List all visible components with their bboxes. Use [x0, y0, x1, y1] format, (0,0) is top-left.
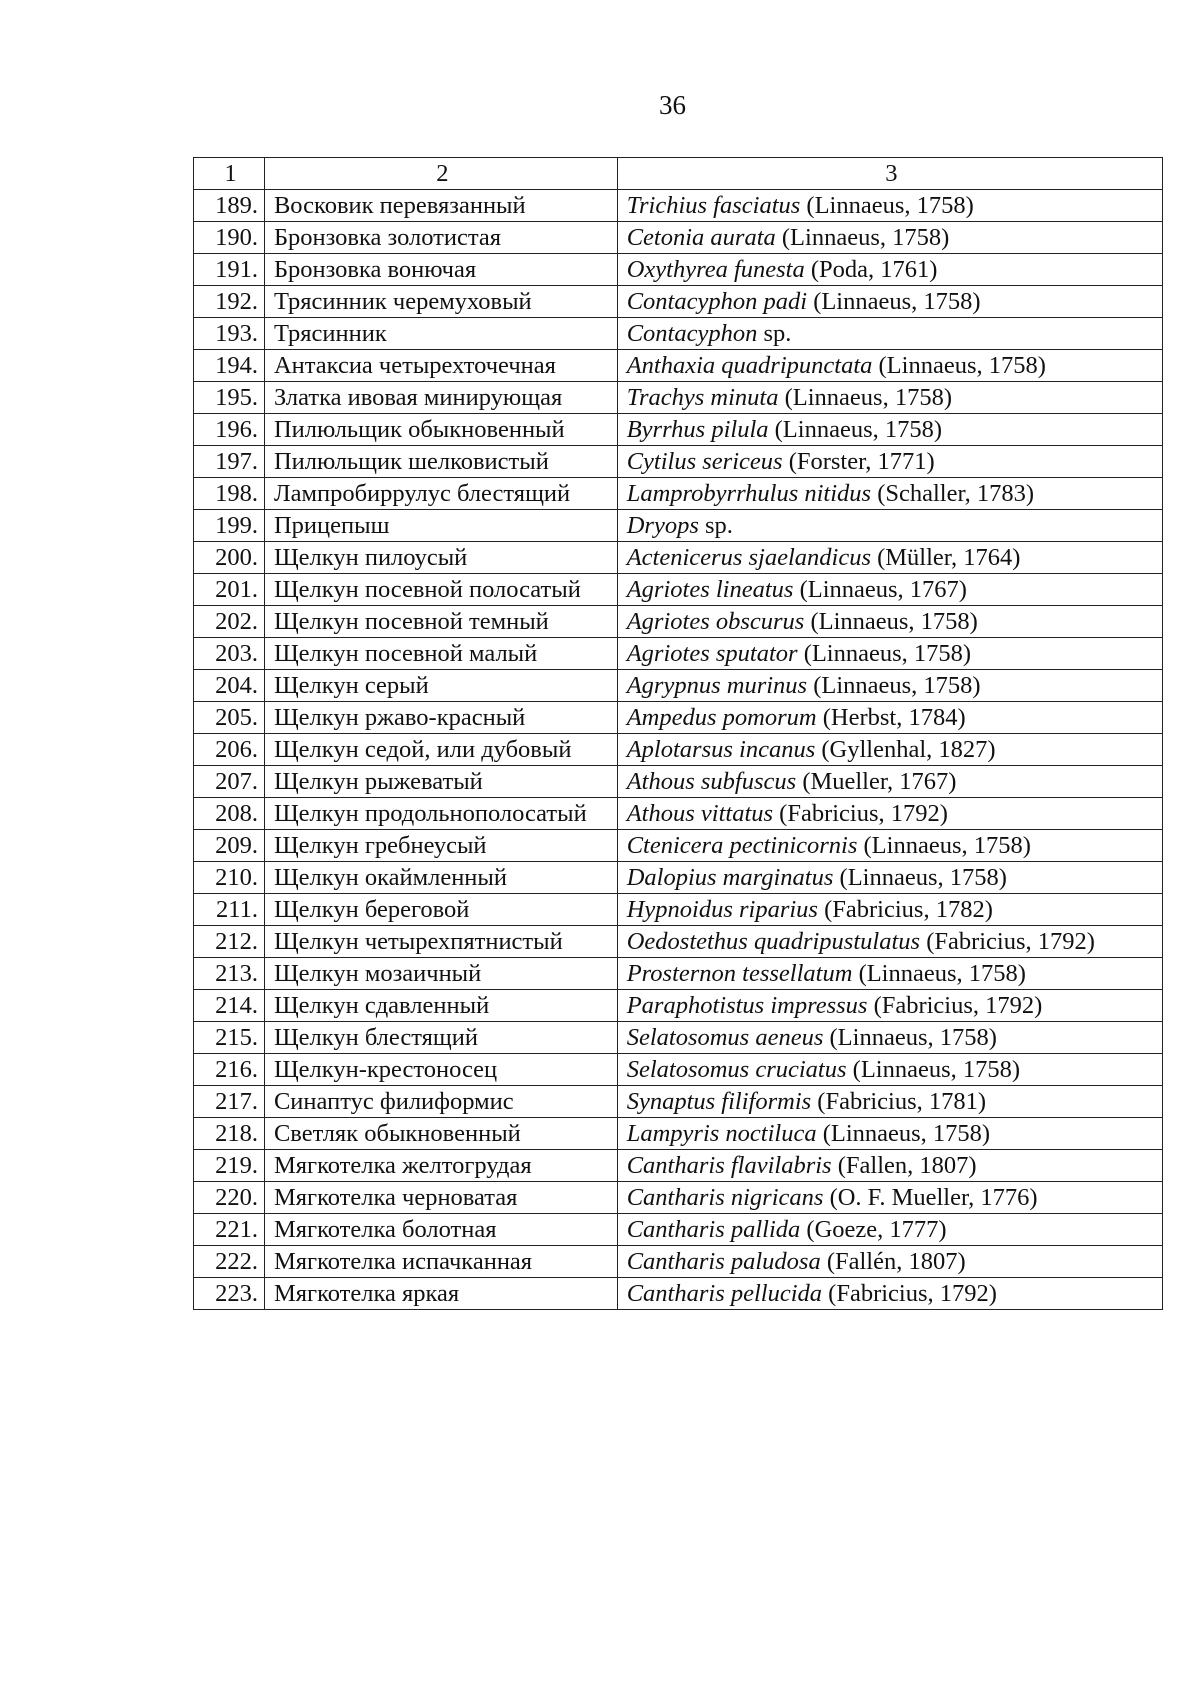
author-year: (Schaller, 1783) — [871, 480, 1035, 507]
latin-name: Selatosomus aeneus — [626, 1024, 824, 1051]
row-number: 195. — [194, 382, 265, 414]
latin-name: Dryops — [626, 512, 699, 539]
table-row — [194, 670, 1163, 702]
author-year: (Poda, 1761) — [804, 256, 938, 283]
table-row — [194, 222, 1163, 254]
row-number: 203. — [194, 638, 265, 670]
latin-name: Cantharis nigricans — [626, 1184, 824, 1211]
table-row — [194, 542, 1163, 574]
row-number: 214. — [194, 990, 265, 1022]
russian-name: Щелкун посевной малый — [264, 638, 617, 670]
scientific-name-cell — [617, 1118, 1162, 1150]
row-number: 199. — [194, 510, 265, 542]
scientific-name-cell — [617, 286, 1162, 318]
table-row — [194, 382, 1163, 414]
scientific-name-cell — [617, 190, 1162, 222]
row-number: 190. — [194, 222, 265, 254]
scientific-name-cell — [617, 318, 1162, 350]
russian-name: Синаптус филиформис — [264, 1086, 617, 1118]
russian-name: Щелкун продольнополосатый — [264, 798, 617, 830]
latin-name: Aplotarsus incanus — [626, 736, 816, 763]
scientific-name-cell — [617, 926, 1162, 958]
row-number: 204. — [194, 670, 265, 702]
russian-name: Щелкун посевной полосатый — [264, 574, 617, 606]
page-number: 36 — [659, 90, 686, 120]
latin-name: Contacyphon — [626, 320, 758, 347]
scientific-name-cell — [617, 446, 1162, 478]
latin-name: Synaptus filiformis — [626, 1088, 812, 1115]
russian-name: Щелкун седой, или дубовый — [264, 734, 617, 766]
author-year: (Linnaeus, 1758) — [846, 1056, 1021, 1083]
author-year: (Linnaeus, 1758) — [768, 416, 943, 443]
russian-name: Бронзовка вонючая — [264, 254, 617, 286]
species-table — [193, 157, 1163, 1310]
latin-name: Prosternon tessellatum — [626, 960, 853, 987]
scientific-name-cell — [617, 1278, 1162, 1310]
russian-name: Щелкун мозаичный — [264, 958, 617, 990]
author-year: (Linnaeus, 1758) — [857, 832, 1031, 859]
latin-name: Dalopius marginatus — [626, 864, 834, 891]
russian-name: Щелкун береговой — [264, 894, 617, 926]
scientific-name-cell — [617, 862, 1162, 894]
scientific-name-cell — [617, 894, 1162, 926]
author-year: (Linnaeus, 1758) — [852, 960, 1026, 987]
table-row — [194, 638, 1163, 670]
russian-name: Щелкун ржаво-красный — [264, 702, 617, 734]
table-row — [194, 478, 1163, 510]
russian-name: Бронзовка золотистая — [264, 222, 617, 254]
russian-name: Щелкун рыжеватый — [264, 766, 617, 798]
latin-name: Selatosomus cruciatus — [626, 1056, 847, 1083]
latin-name: Cantharis pellucida — [626, 1280, 823, 1307]
table-row — [194, 1278, 1163, 1310]
scientific-name-cell — [617, 766, 1162, 798]
table-row — [194, 990, 1163, 1022]
latin-name: Cantharis pallida — [626, 1216, 801, 1243]
row-number: 223. — [194, 1278, 265, 1310]
scientific-name-cell — [617, 638, 1162, 670]
author-year: (Herbst, 1784) — [816, 704, 966, 731]
row-number: 216. — [194, 1054, 265, 1086]
scientific-name-cell — [617, 798, 1162, 830]
table-row — [194, 862, 1163, 894]
scientific-name-cell — [617, 734, 1162, 766]
table-row — [194, 766, 1163, 798]
author-year: sp. — [698, 512, 733, 539]
author-year: (Fabricius, 1792) — [822, 1280, 997, 1307]
latin-name: Oxythyrea funesta — [626, 256, 805, 283]
latin-name: Paraphotistus impressus — [626, 992, 868, 1019]
author-year: (Linnaeus, 1758) — [800, 192, 974, 219]
author-year: (Linnaeus, 1758) — [804, 608, 978, 635]
russian-name: Щелкун-крестоносец — [264, 1054, 617, 1086]
table-row — [194, 286, 1163, 318]
latin-name: Agrypnus murinus — [626, 672, 808, 699]
author-year: (Forster, 1771) — [782, 448, 935, 475]
latin-name: Cytilus sericeus — [626, 448, 783, 475]
author-year: (Goeze, 1777) — [800, 1216, 947, 1243]
author-year: (Linnaeus, 1758) — [807, 672, 981, 699]
row-number: 201. — [194, 574, 265, 606]
scientific-name-cell — [617, 670, 1162, 702]
latin-name: Lamprobyrrhulus nitidus — [626, 480, 872, 507]
author-year: (Fabricius, 1792) — [867, 992, 1043, 1019]
russian-name: Пилюльщик шелковистый — [264, 446, 617, 478]
scientific-name-cell — [617, 574, 1162, 606]
table-row — [194, 1246, 1163, 1278]
table-row — [194, 574, 1163, 606]
scientific-name-cell — [617, 958, 1162, 990]
header-row — [194, 158, 1163, 190]
russian-name: Мягкотелка болотная — [264, 1214, 617, 1246]
table-row — [194, 1214, 1163, 1246]
latin-name: Cetonia aurata — [626, 224, 776, 251]
author-year: (Fabricius, 1792) — [920, 928, 1095, 955]
russian-name: Мягкотелка яркая — [264, 1278, 617, 1310]
latin-name: Hypnoidus riparius — [626, 896, 818, 923]
table-row — [194, 1022, 1163, 1054]
latin-name: Agriotes obscurus — [626, 608, 805, 635]
table-row — [194, 1054, 1163, 1086]
row-number: 198. — [194, 478, 265, 510]
row-number: 217. — [194, 1086, 265, 1118]
russian-name: Восковик перевязанный — [264, 190, 617, 222]
author-year: (Linnaeus, 1758) — [833, 864, 1007, 891]
column-header-russian-name: 2 — [264, 158, 617, 190]
row-number: 196. — [194, 414, 265, 446]
row-number: 212. — [194, 926, 265, 958]
latin-name: Cantharis paludosa — [626, 1248, 821, 1275]
row-number: 220. — [194, 1182, 265, 1214]
table-row — [194, 446, 1163, 478]
author-year: (Linnaeus, 1758) — [823, 1024, 997, 1051]
row-number: 206. — [194, 734, 265, 766]
latin-name: Athous subfuscus — [626, 768, 797, 795]
russian-name: Лампробиррулус блестящий — [264, 478, 617, 510]
russian-name: Щелкун посевной темный — [264, 606, 617, 638]
row-number: 218. — [194, 1118, 265, 1150]
table-row — [194, 606, 1163, 638]
russian-name: Трясинник черемуховый — [264, 286, 617, 318]
author-year: sp. — [757, 320, 792, 347]
row-number: 219. — [194, 1150, 265, 1182]
author-year: (Linnaeus, 1758) — [816, 1120, 991, 1147]
latin-name: Ctenicera pectinicornis — [626, 832, 858, 859]
author-year: (Linnaeus, 1767) — [793, 576, 967, 603]
scientific-name-cell — [617, 350, 1162, 382]
author-year: (Müller, 1764) — [870, 544, 1021, 571]
row-number: 197. — [194, 446, 265, 478]
scientific-name-cell — [617, 1214, 1162, 1246]
table-row — [194, 254, 1163, 286]
russian-name: Пилюльщик обыкновенный — [264, 414, 617, 446]
russian-name: Щелкун серый — [264, 670, 617, 702]
column-header-number: 1 — [194, 158, 265, 190]
russian-name: Мягкотелка испачканная — [264, 1246, 617, 1278]
table-row — [194, 926, 1163, 958]
scientific-name-cell — [617, 1182, 1162, 1214]
scientific-name-cell — [617, 990, 1162, 1022]
russian-name: Щелкун гребнеусый — [264, 830, 617, 862]
row-number: 194. — [194, 350, 265, 382]
row-number: 192. — [194, 286, 265, 318]
table-row — [194, 414, 1163, 446]
table-row — [194, 1150, 1163, 1182]
latin-name: Contacyphon padi — [626, 288, 808, 315]
russian-name: Щелкун окаймленный — [264, 862, 617, 894]
latin-name: Actenicerus sjaelandicus — [626, 544, 871, 571]
scientific-name-cell — [617, 830, 1162, 862]
row-number: 211. — [194, 894, 265, 926]
scientific-name-cell — [617, 254, 1162, 286]
row-number: 205. — [194, 702, 265, 734]
table-row — [194, 894, 1163, 926]
russian-name: Златка ивовая минирующая — [264, 382, 617, 414]
scientific-name-cell — [617, 542, 1162, 574]
author-year: (Gyllenhal, 1827) — [815, 736, 996, 763]
russian-name: Щелкун блестящий — [264, 1022, 617, 1054]
table-row — [194, 702, 1163, 734]
scientific-name-cell — [617, 1150, 1162, 1182]
russian-name: Щелкун пилоусый — [264, 542, 617, 574]
author-year: (Linnaeus, 1758) — [797, 640, 972, 667]
row-number: 200. — [194, 542, 265, 574]
scientific-name-cell — [617, 1246, 1162, 1278]
row-number: 208. — [194, 798, 265, 830]
latin-name: Byrrhus pilula — [626, 416, 769, 443]
author-year: (Linnaeus, 1758) — [778, 384, 952, 411]
scientific-name-cell — [617, 510, 1162, 542]
row-number: 202. — [194, 606, 265, 638]
row-number: 209. — [194, 830, 265, 862]
scientific-name-cell — [617, 606, 1162, 638]
author-year: (Linnaeus, 1758) — [807, 288, 981, 315]
table-row — [194, 1086, 1163, 1118]
scientific-name-cell — [617, 1054, 1162, 1086]
row-number: 189. — [194, 190, 265, 222]
author-year: (Fabricius, 1781) — [811, 1088, 987, 1115]
latin-name: Lampyris noctiluca — [626, 1120, 817, 1147]
row-number: 193. — [194, 318, 265, 350]
author-year: (Fabricius, 1782) — [817, 896, 993, 923]
russian-name: Мягкотелка желтогрудая — [264, 1150, 617, 1182]
author-year: (Fallen, 1807) — [831, 1152, 977, 1179]
table-row — [194, 798, 1163, 830]
row-number: 213. — [194, 958, 265, 990]
row-number: 210. — [194, 862, 265, 894]
row-number: 207. — [194, 766, 265, 798]
row-number: 221. — [194, 1214, 265, 1246]
row-number: 222. — [194, 1246, 265, 1278]
russian-name: Щелкун четырехпятнистый — [264, 926, 617, 958]
scientific-name-cell — [617, 222, 1162, 254]
latin-name: Agriotes sputator — [626, 640, 798, 667]
table-row — [194, 958, 1163, 990]
scientific-name-cell — [617, 702, 1162, 734]
russian-name: Прицепыш — [264, 510, 617, 542]
latin-name: Agriotes lineatus — [626, 576, 794, 603]
scientific-name-cell — [617, 382, 1162, 414]
table-row — [194, 734, 1163, 766]
latin-name: Ampedus pomorum — [626, 704, 817, 731]
russian-name: Светляк обыкновенный — [264, 1118, 617, 1150]
column-header-latin-name: 3 — [617, 158, 1162, 190]
table-row — [194, 510, 1163, 542]
scientific-name-cell — [617, 414, 1162, 446]
table-row — [194, 1182, 1163, 1214]
russian-name: Мягкотелка черноватая — [264, 1182, 617, 1214]
row-number: 191. — [194, 254, 265, 286]
author-year: (Mueller, 1767) — [796, 768, 957, 795]
latin-name: Trichius fasciatus — [626, 192, 801, 219]
latin-name: Oedostethus quadripustulatus — [626, 928, 921, 955]
author-year: (Fallén, 1807) — [820, 1248, 966, 1275]
russian-name: Антаксиа четырехточечная — [264, 350, 617, 382]
scientific-name-cell — [617, 1086, 1162, 1118]
scientific-name-cell — [617, 1022, 1162, 1054]
latin-name: Anthaxia quadripunctata — [626, 352, 873, 379]
latin-name: Trachys minuta — [626, 384, 779, 411]
russian-name: Щелкун сдавленный — [264, 990, 617, 1022]
author-year: (Linnaeus, 1758) — [775, 224, 950, 251]
table-body — [194, 190, 1163, 1310]
table-row — [194, 350, 1163, 382]
latin-name: Cantharis flavilabris — [626, 1152, 832, 1179]
latin-name: Athous vittatus — [626, 800, 774, 827]
author-year: (Linnaeus, 1758) — [872, 352, 1046, 379]
row-number: 215. — [194, 1022, 265, 1054]
scientific-name-cell — [617, 478, 1162, 510]
table-row — [194, 190, 1163, 222]
author-year: (Fabricius, 1792) — [773, 800, 948, 827]
table-row — [194, 318, 1163, 350]
table-row — [194, 1118, 1163, 1150]
table-row — [194, 830, 1163, 862]
author-year: (O. F. Mueller, 1776) — [823, 1184, 1038, 1211]
russian-name: Трясинник — [264, 318, 617, 350]
